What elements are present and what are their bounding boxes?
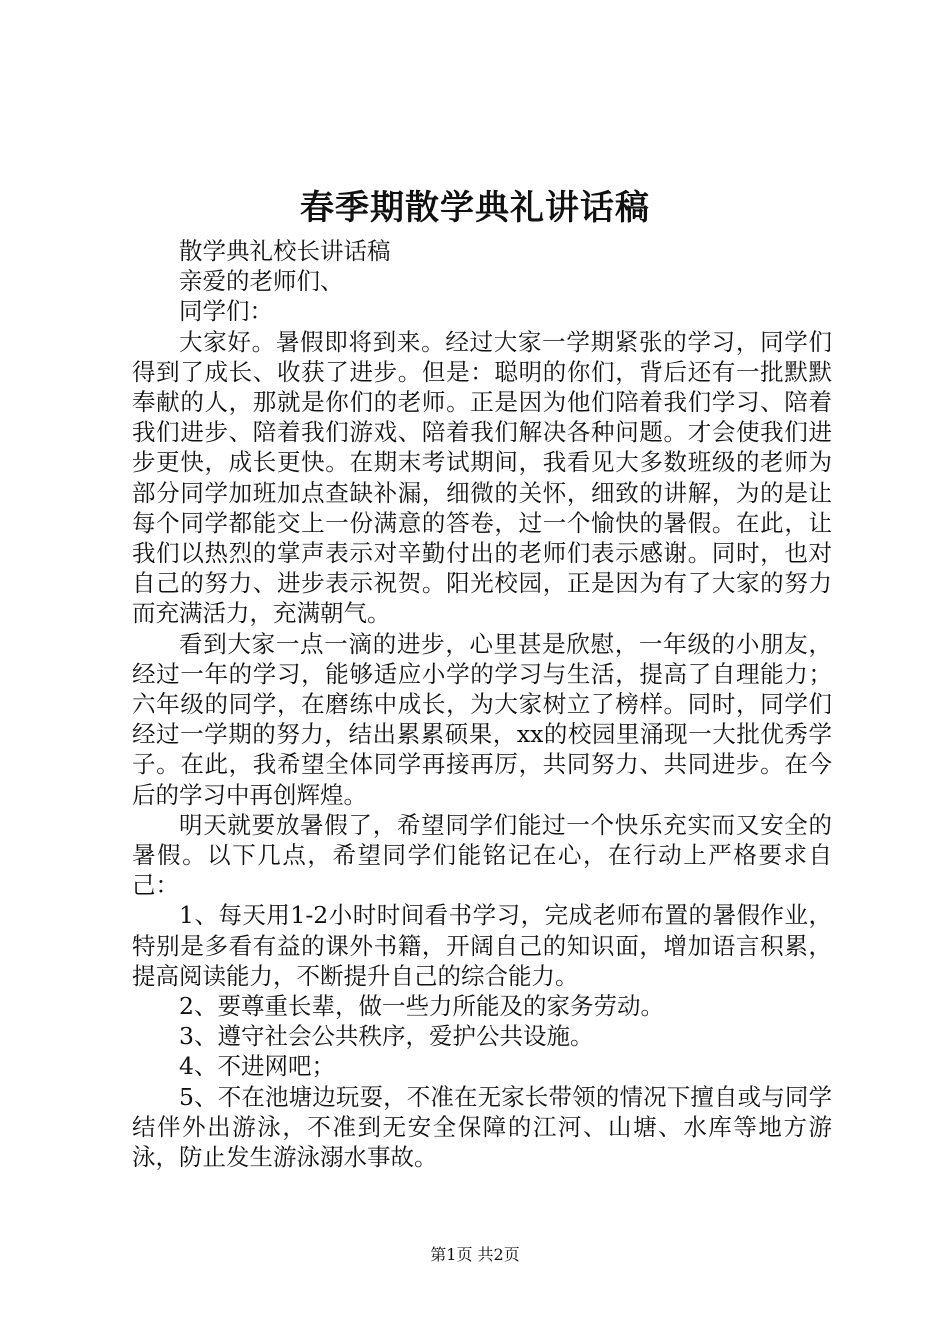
paragraph-progress: 看到大家一点一滴的进步，心里甚是欣慰，一年级的小朋友，经过一年的学习，能够适应小学的学习与生活，提高了自理能力；六年级的同学，在磨练中成长，为大家树立了榜样。同时，同学们经过一学期的努力，结出累累硕果，xx的校园里涌现一大批优秀学子。在此，我希望全体同学再接再厉，共同努力、共同进步。在今后的学习中再创辉煌。 [132,629,832,809]
document-body [132,236,832,1172]
paragraph-item-1: 1、每天用1-2小时时间看书学习，完成老师布置的暑假作业，特别是多看有益的课外书籍，开阔自己的知识面，增加语言积累，提高阅读能力，不断提升自己的综合能力。 [132,901,832,990]
paragraph-subtitle: 散学典礼校长讲话稿 [179,237,391,265]
paragraph-summer-intro: 明天就要放暑假了，希望同学们能过一个快乐充实而又安全的暑假。以下几点，希望同学们能铭记在心，在行动上严格要求自己： [132,810,832,900]
paragraph-item-5: 5、不在池塘边玩耍，不准在无家长带领的情况下擅自或与同学结伴外出游泳，不准到无安全保障的江河、山塘、水库等地方游泳，防止发生游泳溺水事故。 [132,1082,832,1172]
paragraph-salutation-students: 同学们： [179,297,273,326]
paragraph-item-3: 3、遵守社会公共秩序，爱护公共设施。 [179,1022,594,1051]
document-title: 春季期散学典礼讲话稿 [300,188,650,228]
page-number-footer: 第1页 共2页 [430,1245,520,1264]
paragraph-salutation-teachers: 亲爱的老师们、 [179,267,344,296]
paragraph-greeting: 大家好。暑假即将到来。经过大家一学期紧张的学习，同学们得到了成长、收获了进步。但是：聪明的你们，背后还有一批默默奉献的人，那就是你们的老师。正是因为他们陪着我们学习、陪着我们进步、陪着我们游戏、陪着我们解决各种问题。才会使我们进步更快，成长更快。在期末考试期间，我看见大多数班级的老师为部分同学加班加点查缺补漏，细微的关怀，细致的讲解，为的是让每个同学都能交上一份满意的答卷，过一个愉快的暑假。在此，让我们以热烈的掌声表示对辛勤付出的老师们表示感谢。同时，也对自己的努力、进步表示祝贺。阳光校园，正是因为有了大家的努力而充满活力，充满朝气。 [132,327,832,628]
paragraph-item-2: 2、要尊重长辈，做一些力所能及的家务劳动。 [179,992,664,1021]
paragraph-item-4: 4、不进网吧； [179,1052,335,1081]
